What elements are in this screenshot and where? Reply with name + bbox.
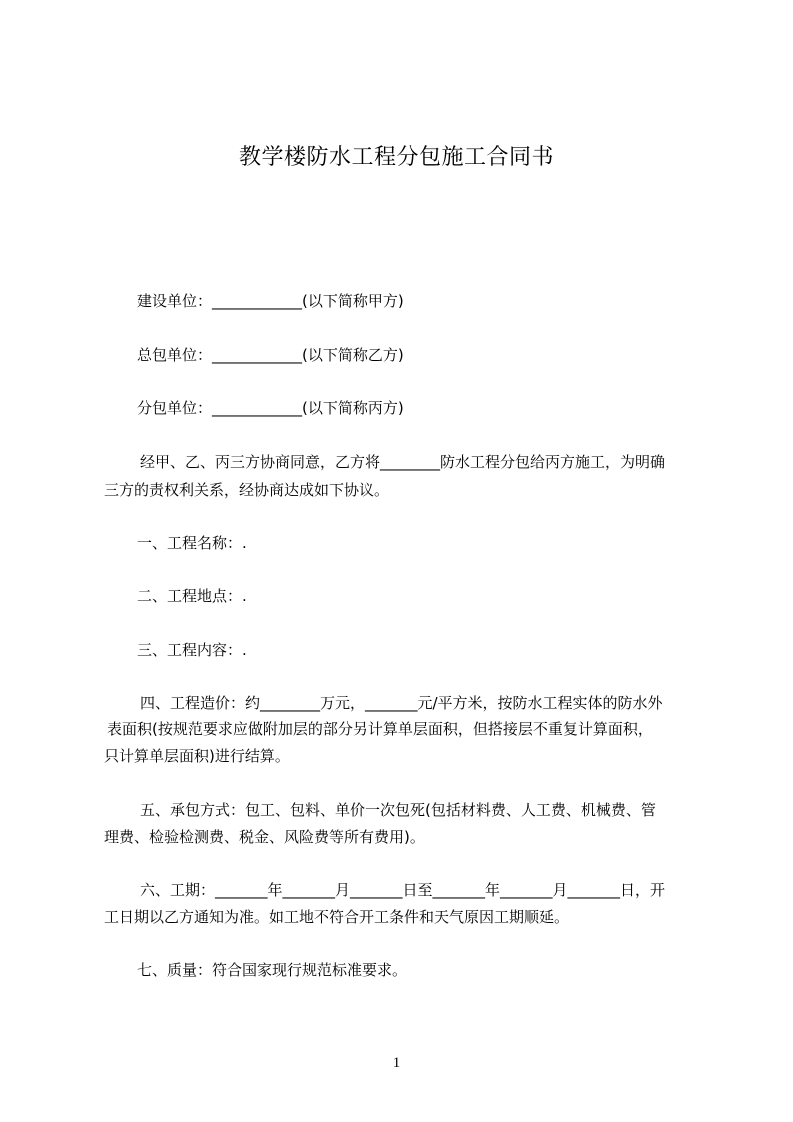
party-subcontractor: 分包单位：____________(以下简称丙方) [137, 399, 404, 417]
document-title: 教学楼防水工程分包施工合同书 [238, 145, 554, 170]
clause-cost-line-2: 表面积(按规范要求应做附加层的部分另计算单层面积，但搭接层不重复计算面积， [107, 720, 653, 738]
clause-project-content: 三、工程内容：. [137, 641, 247, 659]
intro-line-2: 三方的责权利关系，经协商达成如下协议。 [104, 481, 390, 499]
clause-schedule-line-1: 六、工期：_______年_______月_______日至_______年_______月_______日，开 [140, 881, 666, 899]
clause-contract-mode-line-1: 五、承包方式：包工、包料、单价一次包死(包括材料费、人工费、机械费、管 [140, 801, 656, 819]
clause-project-name: 一、工程名称：. [137, 534, 247, 552]
clause-cost-line-1: 四、工程造价：约________万元，_______元/平方米，按防水工程实体的防水外 [140, 694, 663, 712]
intro-line-1: 经甲、乙、丙三方协商同意，乙方将________防水工程分包给丙方施工，为明确 [140, 453, 666, 471]
party-construction-unit: 建设单位：____________(以下简称甲方) [137, 292, 404, 310]
party-general-contractor: 总包单位：____________(以下简称乙方) [137, 346, 404, 364]
clause-contract-mode-line-2: 理费、检验检测费、税金、风险费等所有费用)。 [104, 828, 425, 846]
clause-schedule-line-2: 工日期以乙方通知为准。如工地不符合开工条件和天气原因工期顺延。 [104, 908, 570, 926]
clause-cost-line-3: 只计算单层面积)进行结算。 [104, 747, 290, 765]
clause-project-location: 二、工程地点：. [137, 587, 247, 605]
page-number: 1 [392, 1055, 401, 1071]
clause-quality: 七、质量：符合国家现行规范标准要求。 [137, 961, 408, 979]
